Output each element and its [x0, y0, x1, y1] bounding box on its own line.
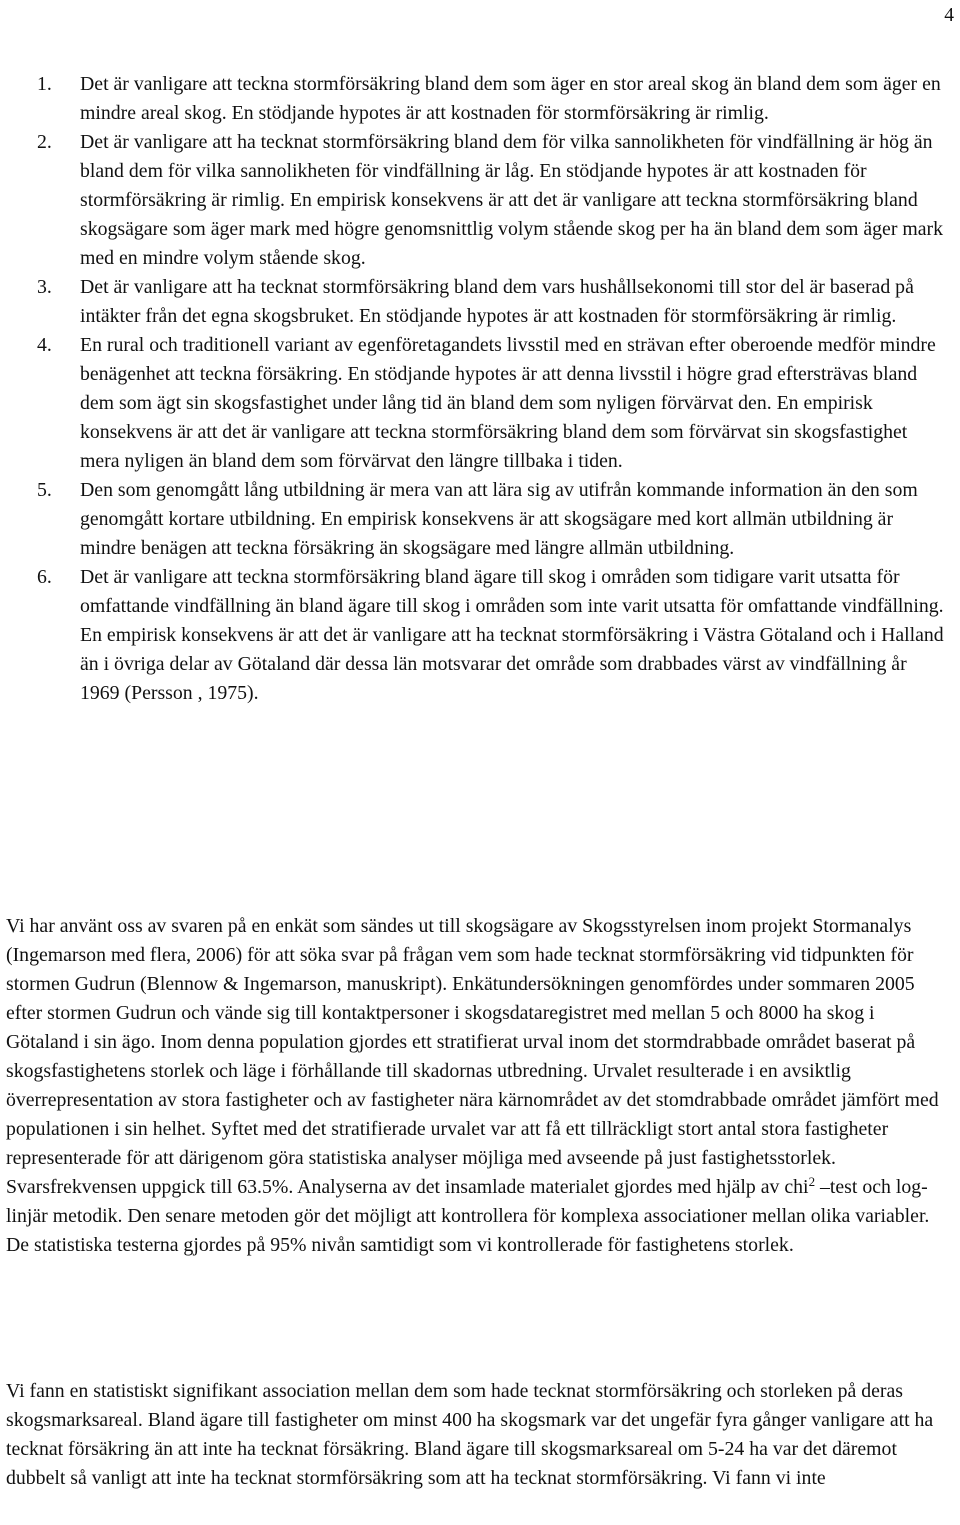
hypothesis-text: Den som genomgått lång utbildning är mera van att lära sig av utifrån kommande information än den som genomgått kortare utbildning. En empirisk konsekvens är att skogsägare med kort allmän utbildning är mindre benägen att teckna försäkring än skogsägare med längre allmän utbildning.	[80, 479, 918, 559]
hypothesis-item-2	[0, 128, 948, 273]
hypothesis-item-6	[0, 563, 948, 708]
hypothesis-number: 5.	[37, 479, 52, 501]
hypothesis-text: Det är vanligare att teckna stormförsäkring bland dem som äger en stor areal skog än bland dem som äger en mindre areal skog. En stödjande hypotes är att kostnaden för stormförsäkring är rimlig.	[80, 73, 941, 124]
method-paragraph-text-cont: –test och log-linjär metodik. Den senare metoden gör det möjligt att kontrollera för komplexa associationer mellan olika variabler. De statistiska testerna gjordes på 95% nivån samtidigt som vi kontrollerade för fastighetens storlek.	[6, 1176, 930, 1256]
hypothesis-text: En rural och traditionell variant av egenföretagandets livsstil med en strävan efter oberoende medför mindre benägenhet att teckna försäkring. En stödjande hypotes är att denna livsstil i högre grad eftersträvas bland dem som ägt sin skogsfastighet under lång tid än bland dem som nyligen förvärvat den. En empirisk konsekvens är att det är vanligare att teckna stormförsäkring bland dem som förvärvat sin skogsfastighet mera nyligen än bland dem som förvärvat den längre tillbaka i tiden.	[80, 334, 936, 472]
hypothesis-item-5	[0, 476, 948, 563]
hypothesis-number: 3.	[37, 276, 52, 298]
page-number: 4	[944, 5, 954, 26]
hypothesis-number: 6.	[37, 566, 52, 588]
hypothesis-number: 1.	[37, 73, 52, 95]
hypotheses-list	[0, 70, 948, 708]
hypothesis-number: 4.	[37, 334, 52, 356]
results-paragraph: Vi fann en statistiskt signifikant association mellan dem som hade tecknat stormförsäkring och storleken på deras skogsmarksareal. Bland ägare till fastigheter om minst 400 ha skogsmark var det ungefär fyra gånger vanligare att ha tecknat försäkring än att inte ha tecknat försäkring. Bland ägare till skogsmarksareal om 5-24 ha var det däremot dubbelt så vanligt att inte ha tecknat stormförsäkring som att ha tecknat stormförsäkring. Vi fann vi inte	[6, 1380, 934, 1489]
hypothesis-text: Det är vanligare att ha tecknat stormförsäkring bland dem för vilka sannolikheten för vindfällning är hög än bland dem för vilka sannolikheten för vindfällning är låg. En stödjande hypotes är att kostnaden för stormförsäkring är rimlig. En empirisk konsekvens är att det är vanligare att teckna stormförsäkring bland skogsägare som äger mark med högre genomsnittlig volym stående skog per ha än bland dem som äger mark med en mindre volym stående skog.	[80, 131, 944, 269]
chi-square-exponent: 2	[808, 1174, 816, 1189]
hypothesis-number: 2.	[37, 131, 52, 153]
hypothesis-text: Det är vanligare att ha tecknat stormförsäkring bland dem vars hushållsekonomi till stor del är baserad på intäkter från det egna skogsbruket. En stödjande hypotes är att kostnaden för stormförsäkring är rimlig.	[80, 276, 914, 327]
hypothesis-item-1	[0, 70, 948, 128]
method-paragraph	[6, 912, 951, 1260]
hypothesis-item-3	[0, 273, 948, 331]
hypothesis-item-4	[0, 331, 948, 476]
method-paragraph-text: Vi har använt oss av svaren på en enkät som sändes ut till skogsägare av Skogsstyrelsen inom projekt Stormanalys (Ingemarson med flera, 2006) för att söka svar på frågan vem som hade tecknat stormförsäkring vid tidpunkten för stormen Gudrun (Blennow & Ingemarson, manuskript). Enkätundersökningen genomfördes under sommaren 2005 efter stormen Gudrun och vände sig till kontaktpersoner i skogsdataregistret med mellan 5 och 8000 ha skog i Götaland i sin ägo. Inom denna population gjordes ett stratifierat urval inom det stormdrabbade området baserat på skogsfastighetens storlek och läge i förhållande till skadornas utbredning. Urvalet resulterade i en avsiktlig överrepresentation av stora fastigheter och av fastigheter nära kärnområdet av det stomdrabbade området jämfört med populationen i sin helhet. Syftet med det stratifierade urvalet var att få ett tillräckligt stort antal stora fastigheter representerade för att därigenom göra statistiska analyser möjliga med avseende på just fastighetsstorlek. Svarsfrekvensen uppgick till 63.5%. Analyserna av det insamlade materialet gjordes med hjälp av chi	[6, 915, 939, 1198]
hypothesis-text: Det är vanligare att teckna stormförsäkring bland ägare till skog i områden som tidigare varit utsatta för omfattande vindfällning än bland ägare till skog i områden som inte varit utsatta för omfattande vindfällning. En empirisk konsekvens är att det är vanligare att ha tecknat stormförsäkring i Västra Götaland och i Halland än i övriga delar av Götaland där dessa län motsvarar det område som drabbades värst av vindfällning år 1969 (Persson , 1975).	[80, 566, 944, 704]
